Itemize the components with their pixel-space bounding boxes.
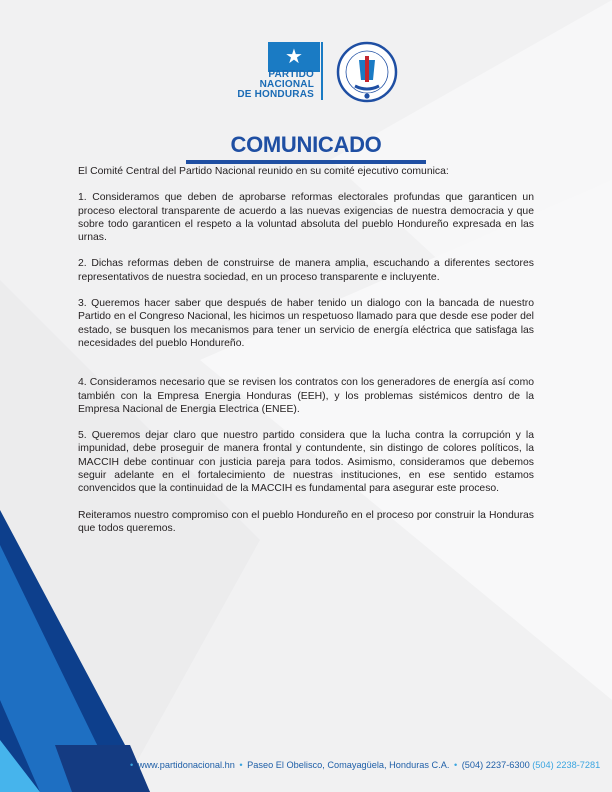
bullet-icon: • bbox=[239, 760, 243, 770]
bullet-icon: • bbox=[453, 760, 458, 770]
point-paragraph: 5. Queremos dejar claro que nuestro partido considera que la lucha contra la corrupción y la impunidad, debe proseguir de manera frontal y contundente, sin distingo de colores políticos, la MACCIH debe continuar con justicia pareja para todos. Asimismo, consideramos que debemos seguir adelante en el fortalecimiento de nuestras instituciones, en ese sentido estamos convencidos que la continuidad de la MACCIH es fundamental para asegurar este proceso. bbox=[78, 430, 534, 495]
footer-website[interactable]: www.partidonacional.hn bbox=[137, 760, 235, 770]
footer-address: Paseo El Obelisco, Comayagüela, Honduras C.A. bbox=[247, 760, 450, 770]
page-title: COMUNICADO bbox=[230, 132, 382, 157]
point-paragraph: 4. Consideramos necesario que se revisen los contratos con los generadores de energía así como también con la Empresa Energia Honduras (EEH), y los problemas sistémicos dentro de la Empresa Nacional de Energia Electrica (ENEE). bbox=[78, 377, 534, 415]
footer-phone-1: (504) 2237-6300 bbox=[461, 760, 530, 770]
party-name-logo bbox=[232, 70, 314, 100]
footer-contact bbox=[128, 760, 606, 770]
logo-divider bbox=[321, 42, 323, 100]
bullet-icon: • bbox=[130, 760, 134, 770]
title-underline bbox=[186, 160, 426, 164]
party-name-line: DE HONDURAS bbox=[237, 89, 314, 100]
point-paragraph: 3. Queremos hacer saber que después de haber tenido un dialogo con la bancada de nuestro Partido en el Congreso Nacional, les hicimos un respetuoso llamado para que desde ese poder del estado, se busquen los mecanismos para tener un servicio de energía eléctrica que satisfaga las necesidades del pueblo Hondureño. bbox=[78, 298, 534, 349]
letter-body bbox=[78, 165, 534, 535]
closing-paragraph: Reiteramos nuestro compromiso con el pueblo Hondureño en el proceso por construir la Honduras que todos queremos. bbox=[78, 509, 534, 534]
logo-flag bbox=[268, 42, 320, 72]
party-seal-icon bbox=[335, 40, 399, 104]
party-name-line: NACIONAL bbox=[259, 79, 314, 90]
star-icon: ★ bbox=[285, 44, 303, 68]
point-paragraph: 1. Consideramos que deben de aprobarse reformas electorales profundas que garanticen un proceso electoral transparente de acuerdo a las nuevas exigencias de nuestra democracia y que sobre todo garanticen el respeto a la voluntad absoluta del pueblo Hondureño expresada en las urnas. bbox=[78, 192, 534, 244]
footer-phone-2: (504) 2238-7281 bbox=[532, 760, 601, 770]
party-name-line: PARTIDO bbox=[268, 69, 314, 80]
intro-paragraph: El Comité Central del Partido Nacional reunido en su comité ejecutivo comunica: bbox=[78, 166, 449, 177]
point-paragraph: 2. Dichas reformas deben de construirse de manera amplia, escuchando a diferentes sectores representativos de nuestra sociedad, en un proceso transparente e incluyente. bbox=[78, 258, 534, 283]
